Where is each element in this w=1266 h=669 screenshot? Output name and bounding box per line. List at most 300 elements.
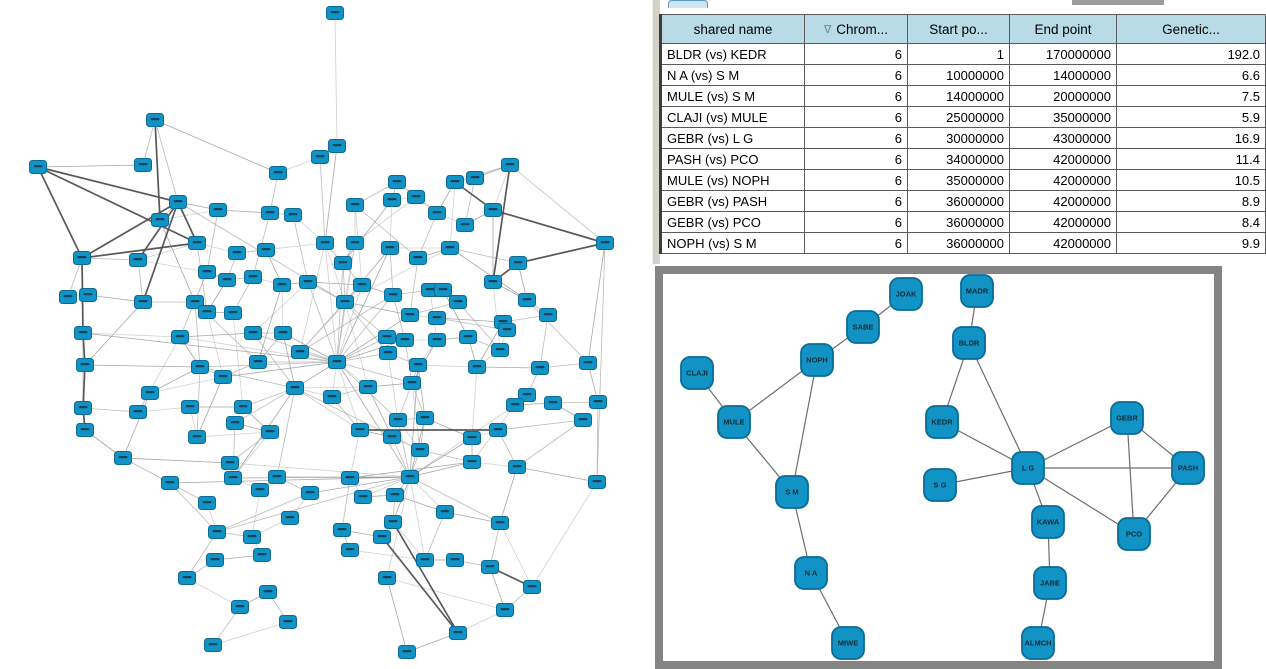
cell-start[interactable]: 1	[908, 44, 1010, 65]
cell-end[interactable]: 42000000	[1010, 233, 1117, 254]
network-node[interactable]	[329, 140, 346, 153]
cell-genetic[interactable]: 7.5	[1117, 86, 1266, 107]
network-node[interactable]	[292, 346, 309, 359]
network-edge	[237, 243, 325, 253]
cell-end[interactable]: 14000000	[1010, 65, 1117, 86]
network-node[interactable]	[254, 549, 271, 562]
network-node[interactable]	[485, 204, 502, 217]
network-edge	[450, 182, 455, 248]
network-node[interactable]	[115, 452, 132, 465]
network-node[interactable]	[327, 7, 344, 20]
network-node[interactable]	[384, 194, 401, 207]
network-edge	[390, 248, 393, 295]
table-row[interactable]	[661, 212, 1266, 233]
small-network-canvas[interactable]	[663, 274, 1214, 661]
network-edge	[390, 200, 392, 248]
network-node-almch[interactable]	[1022, 627, 1054, 659]
table-row[interactable]	[661, 65, 1266, 86]
node-label: PCO	[1125, 529, 1143, 539]
cell-chrom[interactable]: 6	[805, 107, 908, 128]
network-node[interactable]	[80, 289, 97, 302]
network-edge	[387, 578, 407, 652]
network-node-kedr[interactable]	[926, 406, 958, 438]
network-node[interactable]	[384, 431, 401, 444]
cell-genetic[interactable]: 9.9	[1117, 233, 1266, 254]
column-header-shared-name[interactable]: shared name	[661, 15, 805, 44]
network-node[interactable]	[335, 257, 352, 270]
network-node[interactable]	[199, 266, 216, 279]
network-node[interactable]	[219, 274, 236, 287]
network-node[interactable]	[282, 512, 299, 525]
network-node[interactable]	[540, 309, 557, 322]
network-node[interactable]	[417, 412, 434, 425]
cell-name[interactable]: NOPH (vs) S M	[661, 233, 805, 254]
network-node[interactable]	[207, 554, 224, 567]
edge-attribute-table-panel	[659, 14, 1260, 254]
network-edge	[518, 243, 605, 263]
network-node[interactable]	[507, 399, 524, 412]
node-label: N A	[804, 568, 818, 578]
table-header-row	[661, 15, 1266, 44]
network-edge	[138, 337, 180, 412]
cell-genetic[interactable]: 8.9	[1117, 191, 1266, 212]
network-edge	[217, 477, 410, 532]
network-node[interactable]	[75, 402, 92, 415]
network-node-kawa[interactable]	[1032, 506, 1064, 538]
network-node[interactable]	[429, 334, 446, 347]
node-label: L G	[1021, 463, 1035, 473]
network-node[interactable]	[580, 357, 597, 370]
table-row[interactable]	[661, 233, 1266, 254]
network-node-sabe[interactable]	[847, 311, 879, 343]
table-tab-fragment[interactable]	[668, 0, 708, 8]
network-node[interactable]	[355, 491, 372, 504]
network-node[interactable]	[524, 581, 541, 594]
cell-chrom[interactable]: 6	[805, 149, 908, 170]
network-node[interactable]	[235, 401, 252, 414]
network-node[interactable]	[397, 334, 414, 347]
network-node[interactable]	[399, 646, 416, 659]
cell-start[interactable]: 10000000	[908, 65, 1010, 86]
network-node[interactable]	[280, 616, 297, 629]
network-node-pco[interactable]	[1118, 518, 1150, 550]
network-edge	[382, 537, 458, 633]
table-row[interactable]	[661, 149, 1266, 170]
network-node[interactable]	[352, 424, 369, 437]
network-node[interactable]	[199, 497, 216, 510]
network-node[interactable]	[460, 331, 477, 344]
network-node[interactable]	[189, 237, 206, 250]
network-node[interactable]	[252, 484, 269, 497]
network-node[interactable]	[597, 237, 614, 250]
network-node[interactable]	[402, 309, 419, 322]
network-node-jabe[interactable]	[1034, 567, 1066, 599]
network-node[interactable]	[245, 327, 262, 340]
network-node[interactable]	[435, 284, 452, 297]
network-node[interactable]	[499, 324, 516, 337]
cell-name[interactable]: MULE (vs) NOPH	[661, 170, 805, 191]
network-node[interactable]	[30, 161, 47, 174]
network-node[interactable]	[225, 307, 242, 320]
network-node[interactable]	[385, 289, 402, 302]
network-node[interactable]	[329, 356, 346, 369]
network-node[interactable]	[250, 356, 267, 369]
cell-name[interactable]: N A (vs) S M	[661, 65, 805, 86]
cell-start[interactable]: 34000000	[908, 149, 1010, 170]
network-edge	[123, 393, 150, 458]
network-edge	[335, 13, 337, 146]
network-node-bldr[interactable]	[953, 327, 985, 359]
network-node[interactable]	[509, 461, 526, 474]
network-node[interactable]	[225, 472, 242, 485]
cell-end[interactable]: 20000000	[1010, 86, 1117, 107]
network-node[interactable]	[262, 426, 279, 439]
network-node[interactable]	[450, 296, 467, 309]
network-node[interactable]	[245, 271, 262, 284]
network-node[interactable]	[374, 531, 391, 544]
cell-start[interactable]: 30000000	[908, 128, 1010, 149]
network-node[interactable]	[142, 387, 159, 400]
network-edge	[969, 343, 1028, 468]
network-node[interactable]	[210, 204, 227, 217]
network-edge	[493, 165, 510, 282]
scrollbar-fragment[interactable]	[1072, 0, 1164, 5]
network-node[interactable]	[130, 406, 147, 419]
network-node[interactable]	[408, 191, 425, 204]
network-edge	[345, 248, 390, 302]
network-node[interactable]	[300, 276, 317, 289]
cell-start[interactable]: 36000000	[908, 233, 1010, 254]
network-edge	[792, 360, 817, 492]
network-edge	[85, 365, 200, 367]
network-node[interactable]	[232, 601, 249, 614]
network-node[interactable]	[464, 456, 481, 469]
network-node[interactable]	[334, 524, 351, 537]
cell-genetic[interactable]: 8.4	[1117, 212, 1266, 233]
network-edge	[38, 165, 143, 167]
network-node[interactable]	[172, 331, 189, 344]
network-node[interactable]	[285, 209, 302, 222]
cell-name[interactable]: GEBR (vs) L G	[661, 128, 805, 149]
network-node[interactable]	[464, 432, 481, 445]
network-node[interactable]	[467, 172, 484, 185]
network-node[interactable]	[274, 279, 291, 292]
network-node[interactable]	[162, 477, 179, 490]
network-node[interactable]	[404, 377, 421, 390]
network-node[interactable]	[182, 401, 199, 414]
node-label: ALMCH	[1024, 638, 1052, 648]
network-node[interactable]	[152, 214, 169, 227]
network-edge	[150, 377, 223, 393]
network-node[interactable]	[412, 444, 429, 457]
network-edge	[500, 523, 532, 587]
network-edge	[138, 260, 207, 272]
network-edge	[300, 243, 325, 352]
network-node[interactable]	[342, 472, 359, 485]
network-node[interactable]	[389, 176, 406, 189]
network-node-madr[interactable]	[961, 275, 993, 307]
network-edge	[500, 467, 517, 523]
node-label: BLDR	[958, 338, 980, 348]
cell-end[interactable]: 35000000	[1010, 107, 1117, 128]
network-edge	[597, 402, 598, 482]
network-node[interactable]	[302, 487, 319, 500]
network-node[interactable]	[199, 306, 216, 319]
network-node-mule[interactable]	[718, 406, 750, 438]
network-node[interactable]	[492, 344, 509, 357]
network-edge	[282, 285, 283, 333]
network-node[interactable]	[215, 371, 232, 384]
network-edge	[207, 210, 218, 272]
edge-attribute-table	[659, 14, 1266, 254]
network-node[interactable]	[337, 296, 354, 309]
network-node[interactable]	[130, 254, 147, 267]
node-label: JOAK	[895, 289, 917, 299]
network-node-sm[interactable]	[776, 476, 808, 508]
network-node[interactable]	[532, 362, 549, 375]
cell-chrom[interactable]: 6	[805, 212, 908, 233]
network-node[interactable]	[170, 196, 187, 209]
cell-name[interactable]: GEBR (vs) PCO	[661, 212, 805, 233]
network-node[interactable]	[379, 331, 396, 344]
cell-genetic[interactable]: 6.6	[1117, 65, 1266, 86]
network-edge	[388, 353, 398, 420]
network-node[interactable]	[324, 391, 341, 404]
network-node[interactable]	[354, 279, 371, 292]
node-label: MULE	[723, 417, 745, 427]
network-node[interactable]	[312, 151, 329, 164]
network-edge	[472, 367, 477, 438]
network-edge	[493, 210, 605, 243]
network-node-miwe[interactable]	[832, 627, 864, 659]
network-node[interactable]	[402, 471, 419, 484]
network-edge	[450, 248, 527, 300]
network-node[interactable]	[390, 414, 407, 427]
network-node[interactable]	[429, 207, 446, 220]
network-node[interactable]	[258, 244, 275, 257]
network-node[interactable]	[590, 396, 607, 409]
network-edge	[450, 248, 518, 263]
network-node[interactable]	[77, 424, 94, 437]
column-header-chrom---[interactable]: ∇ Chrom...	[805, 15, 908, 44]
node-label: KAWA	[1036, 517, 1060, 527]
network-edge	[300, 285, 362, 352]
network-node[interactable]	[275, 327, 292, 340]
network-node-claji[interactable]	[681, 357, 713, 389]
network-edge	[425, 512, 445, 560]
network-edge	[295, 387, 368, 388]
network-edge	[252, 490, 260, 537]
column-header-start-po---[interactable]: Start po...	[908, 15, 1010, 44]
network-node[interactable]	[485, 276, 502, 289]
network-node-na[interactable]	[795, 557, 827, 589]
network-node[interactable]	[179, 572, 196, 585]
network-node[interactable]	[469, 361, 486, 374]
node-label: JABE	[1039, 578, 1061, 588]
network-node[interactable]	[270, 167, 287, 180]
node-label: MIWE	[837, 638, 859, 648]
node-label: S M	[785, 487, 799, 497]
node-label: SABE	[852, 322, 874, 332]
cell-end[interactable]: 42000000	[1010, 170, 1117, 191]
network-edge	[350, 430, 360, 478]
cell-chrom[interactable]: 6	[805, 191, 908, 212]
table-row[interactable]	[661, 86, 1266, 107]
cell-name[interactable]: GEBR (vs) PASH	[661, 191, 805, 212]
network-edge	[477, 367, 540, 368]
network-node[interactable]	[437, 506, 454, 519]
network-node[interactable]	[244, 531, 261, 544]
network-node[interactable]	[205, 639, 222, 652]
cell-start[interactable]: 25000000	[908, 107, 1010, 128]
cell-name[interactable]: MULE (vs) S M	[661, 86, 805, 107]
cell-genetic[interactable]: 11.4	[1117, 149, 1266, 170]
network-node[interactable]	[575, 414, 592, 427]
network-node[interactable]	[227, 417, 244, 430]
cell-chrom[interactable]: 6	[805, 86, 908, 107]
table-row[interactable]	[661, 44, 1266, 65]
cell-start[interactable]: 14000000	[908, 86, 1010, 107]
network-node-sg[interactable]	[924, 469, 956, 501]
network-edge	[510, 165, 605, 243]
network-node[interactable]	[502, 159, 519, 172]
network-node[interactable]	[429, 312, 446, 325]
network-node[interactable]	[347, 237, 364, 250]
network-node[interactable]	[360, 381, 377, 394]
network-node[interactable]	[60, 291, 77, 304]
cell-start[interactable]: 36000000	[908, 191, 1010, 212]
network-node[interactable]	[229, 247, 246, 260]
network-node[interactable]	[410, 359, 427, 372]
funnel-filter-icon[interactable]: ∇	[823, 23, 832, 36]
small-network-canvas-area	[663, 274, 1214, 661]
cell-chrom[interactable]: 6	[805, 233, 908, 254]
network-node[interactable]	[317, 237, 334, 250]
network-edge	[410, 477, 500, 523]
network-node[interactable]	[457, 219, 474, 232]
cell-end[interactable]: 42000000	[1010, 191, 1117, 212]
node-label: PASH	[1177, 463, 1199, 473]
cell-genetic[interactable]: 5.9	[1117, 107, 1266, 128]
network-node-gebr[interactable]	[1111, 402, 1143, 434]
cell-name[interactable]: PASH (vs) PCO	[661, 149, 805, 170]
table-row[interactable]	[661, 170, 1266, 191]
network-node[interactable]	[189, 431, 206, 444]
network-edge	[418, 365, 425, 418]
cell-name[interactable]: CLAJI (vs) MULE	[661, 107, 805, 128]
network-node[interactable]	[387, 489, 404, 502]
cell-genetic[interactable]: 192.0	[1117, 44, 1266, 65]
small-network-panel	[655, 266, 1222, 669]
network-node[interactable]	[347, 199, 364, 212]
network-node[interactable]	[192, 361, 209, 374]
cell-chrom[interactable]: 6	[805, 44, 908, 65]
cell-chrom[interactable]: 6	[805, 170, 908, 191]
network-node[interactable]	[287, 382, 304, 395]
network-node-pash[interactable]	[1172, 452, 1204, 484]
network-node[interactable]	[482, 561, 499, 574]
network-node[interactable]	[385, 516, 402, 529]
network-node[interactable]	[269, 471, 286, 484]
network-node[interactable]	[342, 544, 359, 557]
table-row[interactable]	[661, 191, 1266, 212]
network-node-lg[interactable]	[1012, 452, 1044, 484]
cell-end[interactable]: 42000000	[1010, 149, 1117, 170]
network-edge	[517, 467, 597, 482]
network-node[interactable]	[379, 572, 396, 585]
network-edge	[258, 285, 282, 362]
network-edge	[517, 420, 583, 467]
network-edge	[597, 243, 605, 482]
network-node[interactable]	[260, 586, 277, 599]
cell-end[interactable]: 43000000	[1010, 128, 1117, 149]
network-node[interactable]	[490, 424, 507, 437]
network-node[interactable]	[147, 114, 164, 127]
table-row[interactable]	[661, 107, 1266, 128]
network-edge	[532, 482, 597, 587]
node-label: CLAJI	[686, 368, 708, 378]
network-edge	[160, 220, 195, 302]
column-header-end-point[interactable]: End point	[1010, 15, 1117, 44]
column-header-genetic---[interactable]: Genetic...	[1117, 15, 1266, 44]
cell-start[interactable]: 36000000	[908, 212, 1010, 233]
network-node[interactable]	[510, 257, 527, 270]
network-node[interactable]	[442, 242, 459, 255]
network-node[interactable]	[262, 207, 279, 220]
cell-genetic[interactable]: 10.5	[1117, 170, 1266, 191]
network-node[interactable]	[450, 627, 467, 640]
network-edge	[207, 312, 223, 377]
network-node[interactable]	[519, 294, 536, 307]
network-node[interactable]	[380, 347, 397, 360]
network-node[interactable]	[589, 476, 606, 489]
network-node[interactable]	[497, 604, 514, 617]
table-header	[661, 15, 1266, 44]
cell-chrom[interactable]: 6	[805, 128, 908, 149]
network-node[interactable]	[492, 517, 509, 530]
network-node[interactable]	[447, 176, 464, 189]
table-row[interactable]	[661, 128, 1266, 149]
network-node[interactable]	[545, 397, 562, 410]
network-edge	[155, 120, 278, 173]
node-label: KEDR	[931, 417, 953, 427]
network-node-joak[interactable]	[890, 278, 922, 310]
cell-end[interactable]: 170000000	[1010, 44, 1117, 65]
network-edge	[180, 333, 253, 337]
network-edge	[320, 157, 325, 243]
network-node-noph[interactable]	[801, 344, 833, 376]
cell-name[interactable]: BLDR (vs) KEDR	[661, 44, 805, 65]
network-node[interactable]	[74, 252, 91, 265]
node-label: GEBR	[1116, 413, 1138, 423]
network-node[interactable]	[75, 327, 92, 340]
cell-start[interactable]: 35000000	[908, 170, 1010, 191]
network-node[interactable]	[410, 252, 427, 265]
network-node[interactable]	[222, 457, 239, 470]
network-node[interactable]	[209, 526, 226, 539]
node-label: S G	[933, 480, 947, 490]
network-node[interactable]	[382, 242, 399, 255]
network-node[interactable]	[447, 554, 464, 567]
network-node[interactable]	[135, 159, 152, 172]
network-node[interactable]	[135, 296, 152, 309]
cell-chrom[interactable]: 6	[805, 65, 908, 86]
network-edge	[1127, 418, 1134, 534]
cell-genetic[interactable]: 16.9	[1117, 128, 1266, 149]
network-node[interactable]	[77, 359, 94, 372]
network-node[interactable]	[417, 554, 434, 567]
cell-end[interactable]: 42000000	[1010, 212, 1117, 233]
